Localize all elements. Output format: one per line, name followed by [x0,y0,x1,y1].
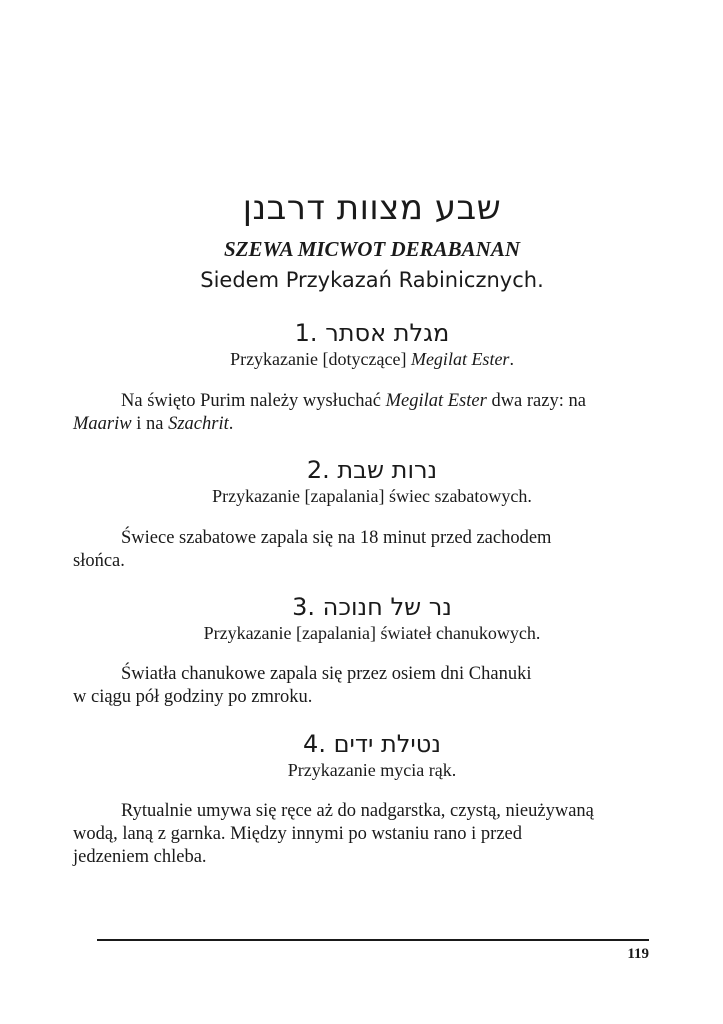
section-1-heading [97,318,647,348]
section-2-body [73,527,647,573]
section-4-hebrew: נטילת ידים [333,730,441,758]
section-1-body-text: . [228,414,234,434]
section-2-heading [97,455,647,485]
section-3-body-line: w ciągu pół godziny po zmroku. [73,687,313,707]
section-4-subtitle: Przykazanie mycia rąk. [287,760,457,780]
section-1-subtitle-suffix: . [509,349,514,369]
section-4-body-line: jedzeniem chleba. [73,847,207,867]
section-3-heading [97,592,647,622]
section-4-number: 4. [303,730,326,758]
section-2-body-line: słońca. [73,551,125,571]
section-4-body-line: Rytualnie umywa się ręce aż do nadgarstka, czystą, nieużywaną [121,801,594,821]
hebrew-title: שבע מצוות דרבנן [242,188,502,228]
section-4-body [73,800,647,869]
section-1-body-text: dwa razy: na [486,391,586,411]
section-4-body-line: wodą, laną z garnka. Między innymi po wstaniu rano i przed [73,824,523,844]
section-1-number: 1. [294,319,318,347]
section-1-subtitle-text: Przykazanie [dotyczące] [230,349,407,369]
section-1-body-text: Na święto Purim należy wysłuchać [121,391,386,411]
section-1-subtitle [97,348,647,370]
section-1-body-italic-maariw: Maariw [73,414,132,434]
section-1-hebrew: מגלת אסתר [325,319,450,347]
section-3-body [73,663,647,709]
page-number: 119 [627,946,649,962]
section-2-subtitle: Przykazanie [zapalania] świec szabatowych. [212,486,532,506]
section-2-body-line: Świece szabatowe zapala się na 18 minut przed zachodem [121,528,552,548]
transliterated-title: SZEWA MICWOT DERABANAN [223,237,521,261]
footer-rule [97,939,649,941]
section-3-number: 3. [292,593,315,621]
page-subtitle: Siedem Przykazań Rabinicznych. [200,268,544,292]
section-2-hebrew: נרות שבת [337,456,438,484]
section-1-body-text: i na [131,414,169,434]
section-1-body [73,390,647,436]
section-4-heading [97,729,647,759]
section-1-subtitle-italic: Megilat Ester [410,349,510,369]
section-3-body-line: Światła chanukowe zapala się przez osiem dni Chanuki [121,664,532,684]
section-1-body-italic-megilat: Megilat Ester [385,391,487,411]
section-3-hebrew: נר של חנוכה [322,593,452,621]
section-2-number: 2. [306,456,330,484]
section-1-body-italic-szachrit: Szachrit [168,414,229,434]
section-3-subtitle: Przykazanie [zapalania] świateł chanukowych. [203,623,541,643]
